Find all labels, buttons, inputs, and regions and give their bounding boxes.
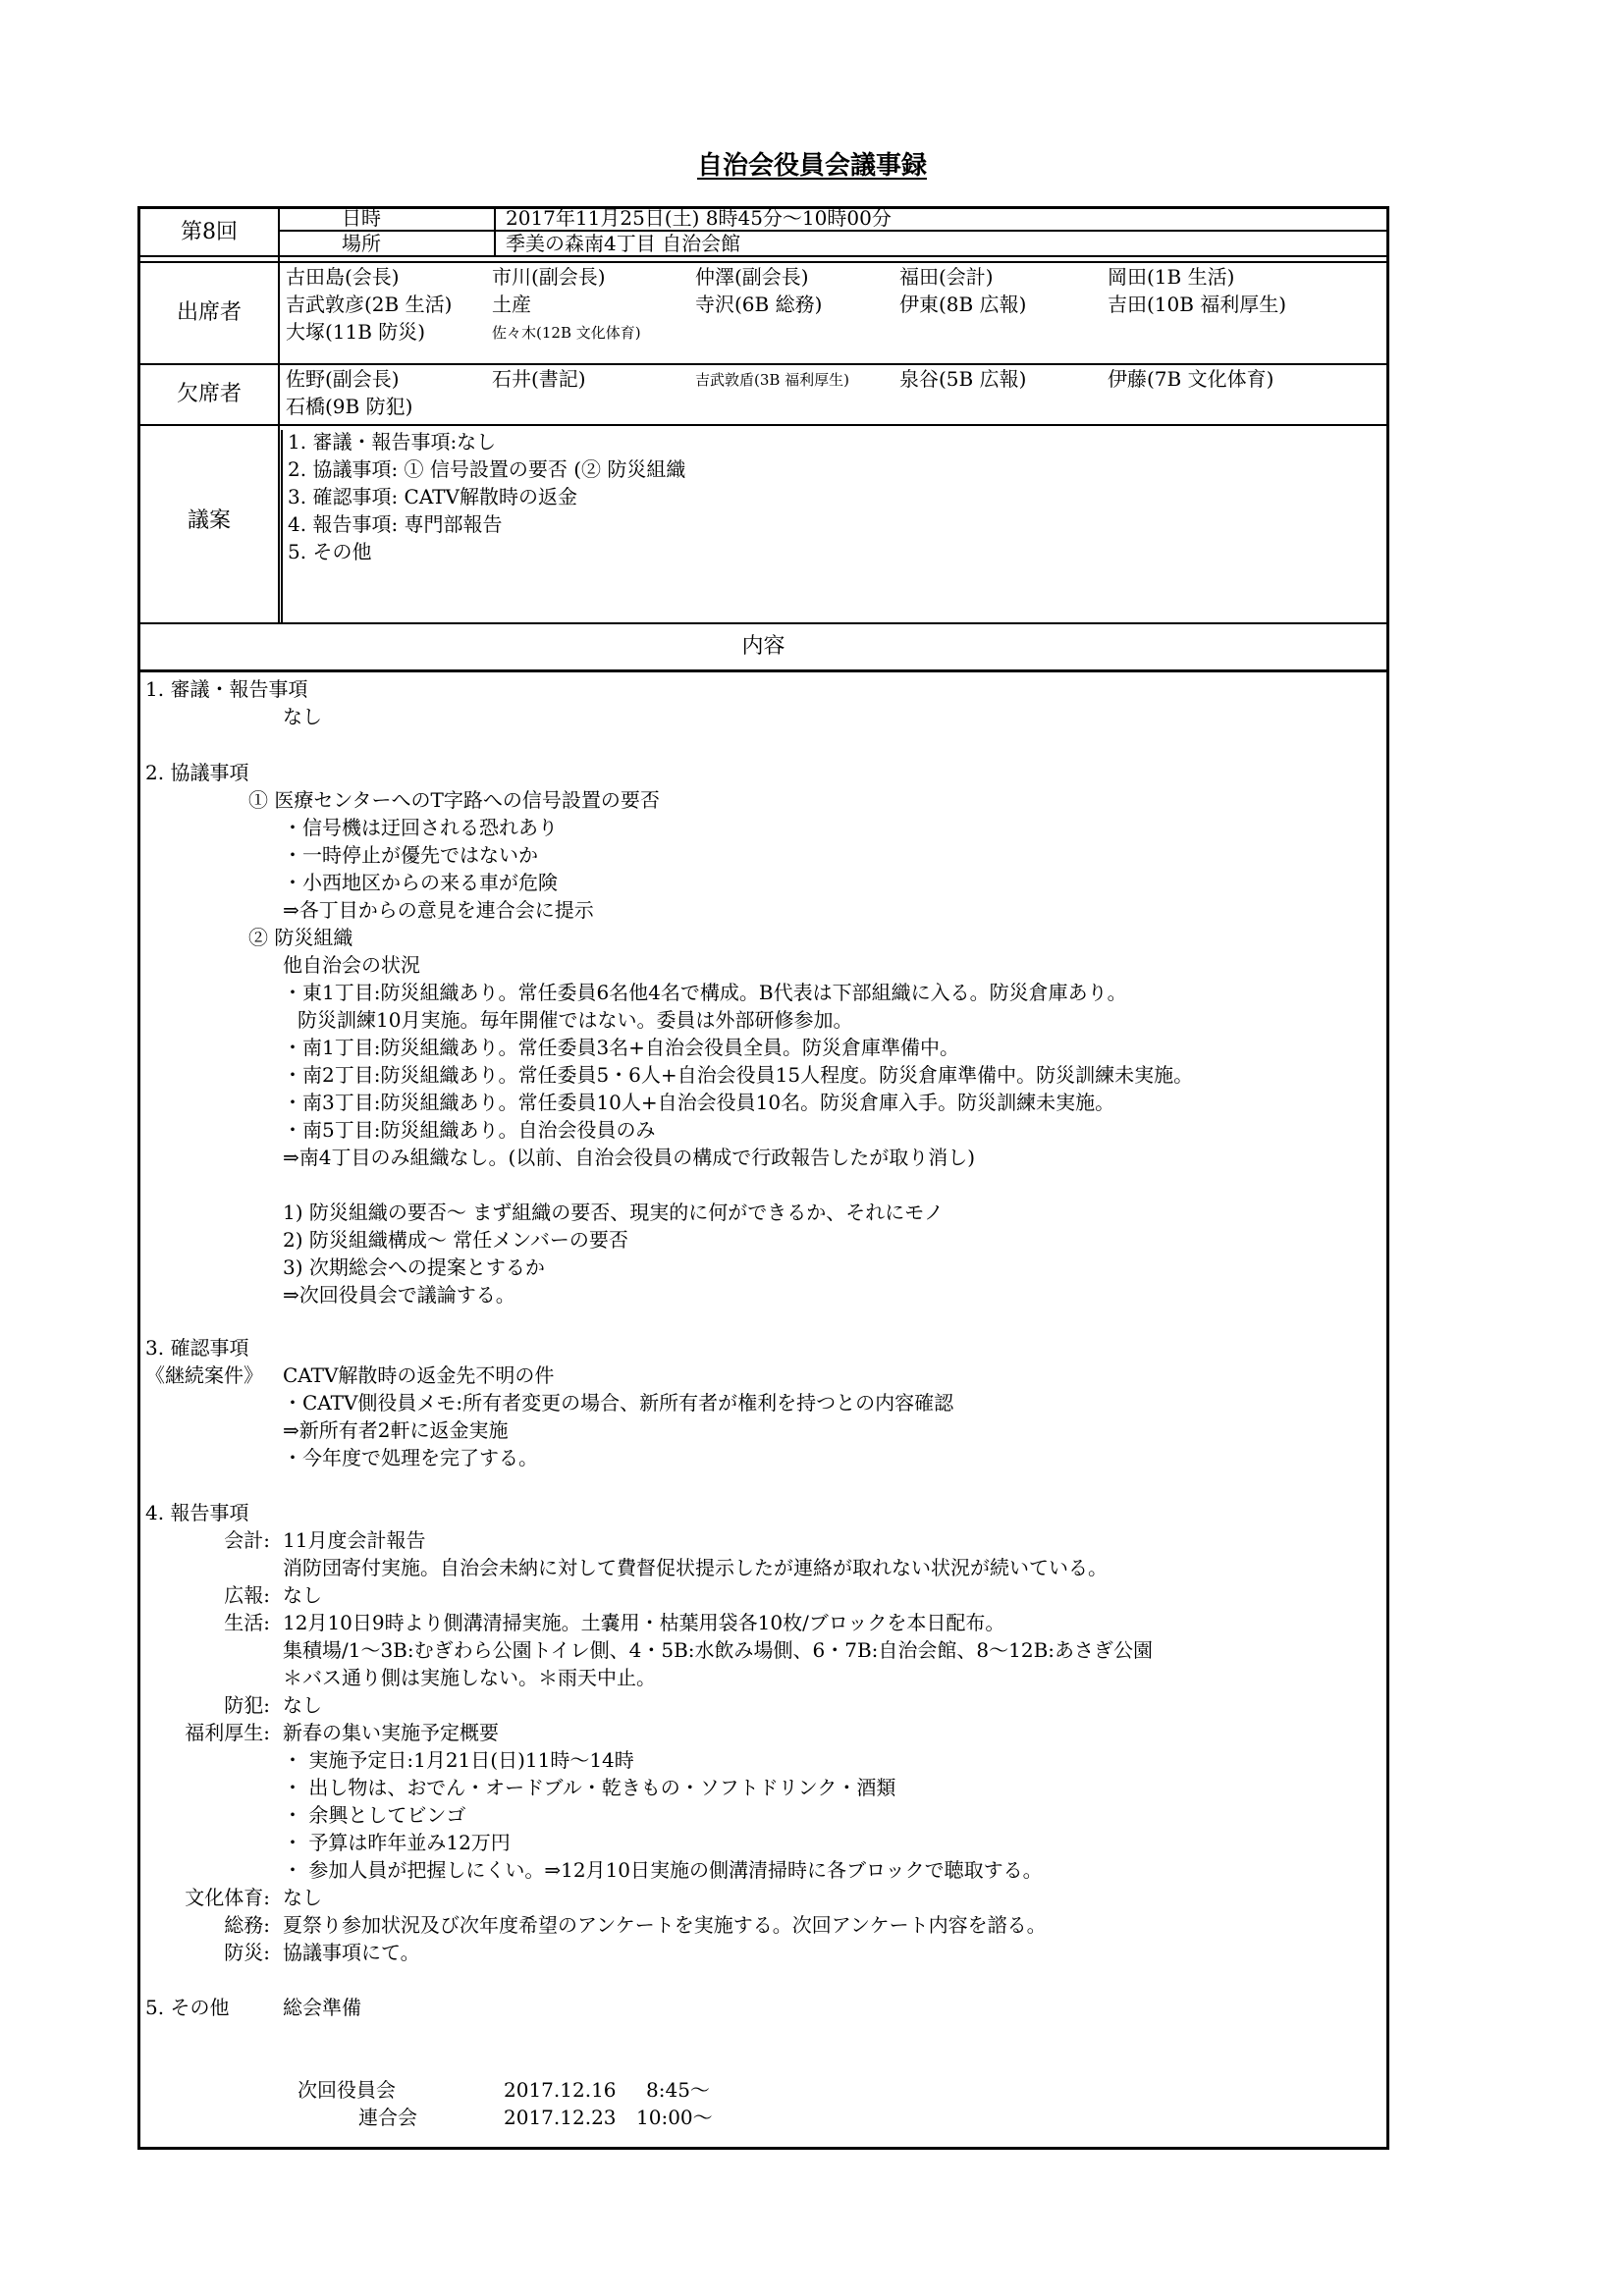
absentee: 吉武敦盾(3B 福利厚生)	[695, 371, 850, 389]
section-body: なし	[283, 705, 322, 728]
report-label: 防犯:	[224, 1693, 270, 1717]
content-line: なし	[283, 1583, 322, 1607]
next-meeting-label: 次回役員会	[298, 2078, 396, 2102]
agenda-item: 1. 審議・報告事項:なし	[288, 430, 497, 454]
content-line: 2) 防災組織構成～ 常任メンバーの要否	[283, 1228, 628, 1252]
agenda-item: 3. 確認事項: CATV解散時の返金	[288, 485, 577, 508]
page-title: 自治会役員会議事録	[696, 151, 927, 181]
rule	[494, 209, 496, 255]
section-body: 総会準備	[283, 1996, 361, 2019]
content-line: ・東1丁目:防災組織あり。常任委員6名他4名で構成。B代表は下部組織に入る。防災倉庫あり。	[283, 981, 1127, 1004]
date-label: 日時	[342, 206, 381, 230]
agenda-item: 5. その他	[288, 540, 372, 563]
content-line: ・ 余興としてビンゴ	[283, 1803, 466, 1827]
content-line: ・ 実施予定日:1月21日(日)11時～14時	[283, 1748, 634, 1772]
content-line: 消防団寄付実施。自治会未納に対して費督促状提示したが連絡が取れない状況が続いている。	[283, 1556, 1108, 1579]
content-line: 新春の集い実施予定概要	[283, 1721, 499, 1744]
content-line: ⇒各丁目からの意見を連合会に提示	[283, 898, 594, 922]
content-line: 防災訓練10月実施。毎年開催ではない。委員は外部研修参加。	[298, 1008, 853, 1032]
content-line: CATV解散時の返金先不明の件	[283, 1363, 555, 1387]
content-line: ・今年度で処理を完了する。	[283, 1446, 538, 1469]
rule	[140, 424, 1386, 426]
content-line: 協議事項にて。	[283, 1941, 420, 1964]
section-heading: 3. 確認事項	[145, 1336, 249, 1360]
rule	[140, 669, 1386, 672]
content-line: ・一時停止が優先ではないか	[283, 843, 538, 867]
place-label: 場所	[342, 232, 381, 255]
report-label: 総務:	[224, 1913, 270, 1937]
content-line: ・南2丁目:防災組織あり。常任委員5・6人+自治会役員15人程度。防災倉庫準備中。防災訓練未実施。	[283, 1063, 1194, 1087]
content-line: ⇒新所有者2軒に返金実施	[283, 1418, 509, 1442]
content-line: ・南5丁目:防災組織あり。自治会役員のみ	[283, 1118, 656, 1142]
attendee: 仲澤(副会長)	[695, 265, 809, 289]
report-label: 生活:	[224, 1611, 270, 1634]
content-line: ⇒南4丁目のみ組織なし。(以前、自治会役員の構成で行政報告したが取り消し)	[283, 1146, 976, 1169]
content-line: ・ 予算は昨年並み12万円	[283, 1831, 511, 1854]
content-line: ⇒次回役員会で議論する。	[283, 1283, 515, 1307]
content-line: ・南3丁目:防災組織あり。常任委員10人+自治会役員10名。防災倉庫入手。防災訓練未実施。	[283, 1091, 1115, 1114]
attendees-label: 出席者	[176, 300, 242, 325]
attendee: 伊東(8B 広報)	[899, 293, 1027, 316]
report-label: 文化体育:	[185, 1886, 270, 1909]
attendee: 土産	[492, 293, 531, 316]
attendee: 寺沢(6B 総務)	[695, 293, 823, 316]
attendee: 市川(副会長)	[492, 265, 606, 289]
content-line: 夏祭り参加状況及び次年度希望のアンケートを実施する。次回アンケート内容を諮る。	[283, 1913, 1047, 1937]
rule	[278, 209, 280, 622]
content-line: 他自治会の状況	[283, 953, 420, 977]
next-meeting-time: 10:00～	[636, 2106, 713, 2129]
content-line: なし	[283, 1693, 322, 1717]
content-line: ② 防災組織	[248, 926, 353, 949]
absentee: 佐野(副会長)	[286, 367, 400, 391]
attendee: 佐々木(12B 文化体育)	[492, 324, 641, 342]
content-line: ・ 参加人員が把握しにくい。⇒12月10日実施の側溝清掃時に各ブロックで聴取する。	[283, 1858, 1043, 1882]
content-line: 12月10日9時より側溝清掃実施。土嚢用・枯葉用袋各10枚/ブロックを本日配布。	[283, 1611, 1005, 1634]
content-line: 11月度会計報告	[283, 1528, 426, 1552]
absentee: 石井(書記)	[492, 367, 586, 391]
date-value: 2017年11月25日(土) 8時45分～10時00分	[506, 206, 892, 230]
report-label: 広報:	[224, 1583, 270, 1607]
rule	[281, 430, 283, 622]
section-heading: 2. 協議事項	[145, 761, 249, 784]
report-label: 福利厚生:	[185, 1721, 270, 1744]
minutes-table	[137, 206, 1389, 2150]
absentee: 石橋(9B 防犯)	[286, 395, 413, 418]
absentees-label: 欠席者	[176, 382, 242, 406]
section-tag: 《継続案件》	[145, 1363, 263, 1387]
attendee: 岡田(1B 生活)	[1108, 265, 1235, 289]
next-meeting-date: 2017.12.23	[504, 2106, 617, 2129]
content-line: ① 医療センターへのT字路への信号設置の要否	[248, 788, 660, 812]
content-header: 内容	[741, 634, 785, 659]
agenda-label: 議案	[187, 508, 231, 533]
content-line: ・ 出し物は、おでん・オードブル・乾きもの・ソフトドリンク・酒類	[283, 1776, 896, 1799]
next-meeting-label: 連合会	[358, 2106, 417, 2129]
report-label: 会計:	[224, 1528, 270, 1552]
content-line: 1) 防災組織の要否～ まず組織の要否、現実的に何ができるか、それにモノ	[283, 1201, 945, 1224]
section-heading: 5. その他	[145, 1996, 230, 2019]
rule	[140, 255, 1386, 257]
content-line: ・CATV側役員メモ:所有者変更の場合、新所有者が権利を持つとの内容確認	[283, 1391, 954, 1415]
content-line: ・信号機は迂回される恐れあり	[283, 816, 558, 839]
content-line: 3) 次期総会への提案とするか	[283, 1255, 545, 1279]
session-label: 第8回	[181, 220, 238, 244]
agenda-item: 4. 報告事項: 専門部報告	[288, 512, 503, 536]
attendee: 吉田(10B 福利厚生)	[1108, 293, 1287, 316]
content-line: ・南1丁目:防災組織あり。常任委員3名+自治会役員全員。防災倉庫準備中。	[283, 1036, 959, 1059]
content-line: 集積場/1～3B:むぎわら公園トイレ側、4・5B:水飲み場側、6・7B:自治会館、8～12B:あさぎ公園	[283, 1638, 1154, 1662]
section-heading: 4. 報告事項	[145, 1501, 249, 1524]
agenda-item: 2. 協議事項: ① 信号設置の要否 (② 防災組織	[288, 457, 686, 481]
next-meeting-time: 8:45～	[646, 2078, 710, 2102]
content-line: ＊バス通り側は実施しない。＊雨天中止。	[283, 1666, 656, 1689]
attendee: 福田(会計)	[899, 265, 994, 289]
section-heading: 1. 審議・報告事項	[145, 677, 308, 701]
absentee: 伊藤(7B 文化体育)	[1108, 367, 1274, 391]
attendee: 大塚(11B 防災)	[286, 320, 426, 344]
absentee: 泉谷(5B 広報)	[899, 367, 1027, 391]
rule	[140, 622, 1386, 624]
content-line: なし	[283, 1886, 322, 1909]
place-value: 季美の森南4丁目 自治会館	[506, 232, 741, 255]
content-line: ・小西地区からの来る車が危険	[283, 871, 558, 894]
attendee: 古田島(会長)	[286, 265, 400, 289]
attendee: 吉武敦彦(2B 生活)	[286, 293, 453, 316]
report-label: 防災:	[224, 1941, 270, 1964]
next-meeting-date: 2017.12.16	[504, 2078, 617, 2102]
